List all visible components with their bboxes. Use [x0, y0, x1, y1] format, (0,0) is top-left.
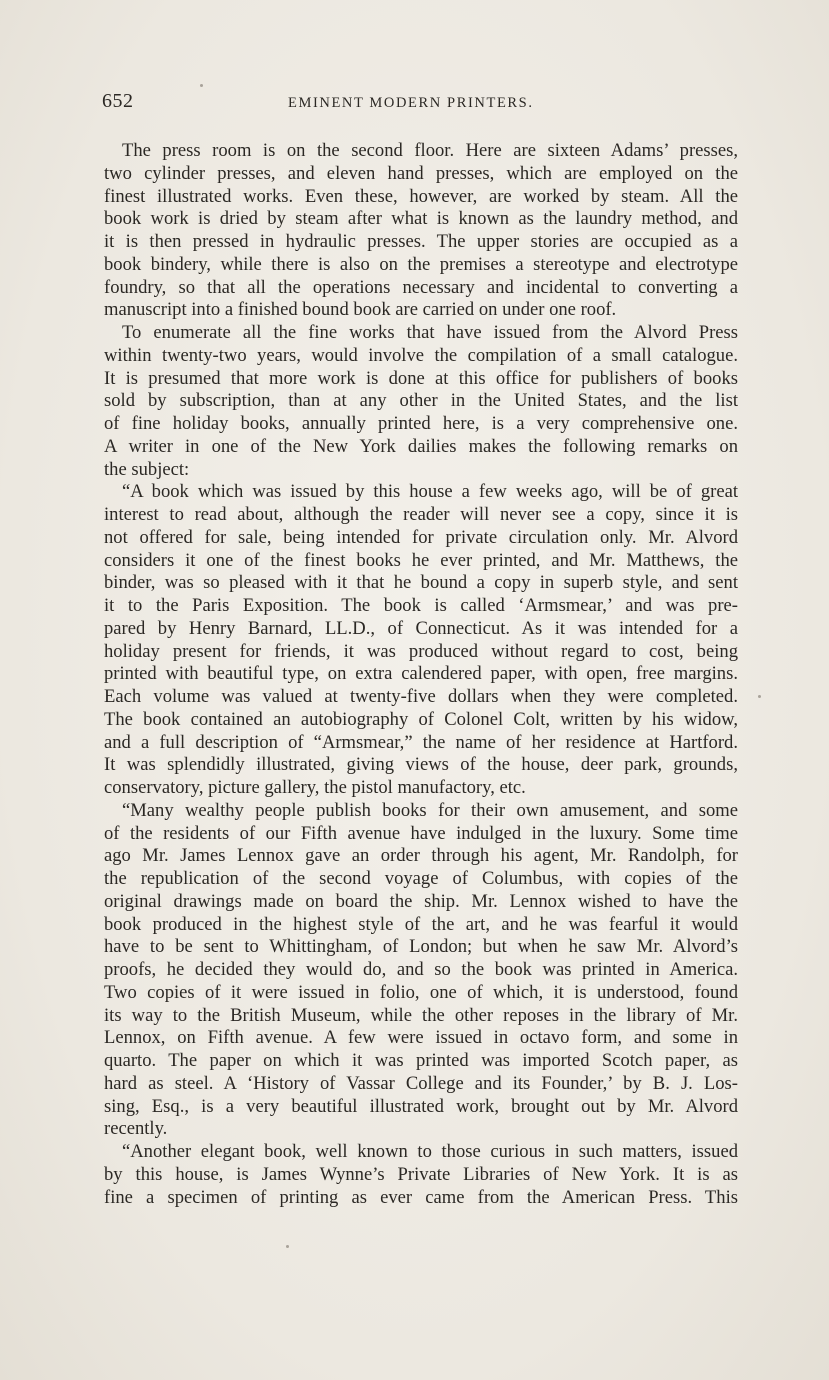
text-line: within twenty-two years, would involve the compilation of a small catalogue.	[104, 344, 738, 366]
text-line: Each volume was valued at twenty-five dollars when they were completed.	[104, 686, 738, 707]
text-line: hard as steel. A ‘History of Vassar College and its Founder,’ by B. J. Los-	[104, 1072, 738, 1094]
text-line: Two copies of it were issued in folio, one of which, it is understood, found	[104, 981, 738, 1003]
text-line: it is then pressed in hydraulic presses. The upper stories are occupied as a	[104, 231, 738, 252]
page-number: 652	[102, 90, 134, 112]
text-line: it to the Paris Exposition. The book is called ‘Armsmear,’ and was pre-	[104, 595, 738, 616]
text-line: sold by subscription, than at any other in the United States, and the list	[104, 390, 738, 412]
text-line: The press room is on the second floor. Here are sixteen Adams’ presses,	[122, 140, 738, 161]
text-line: “Another elegant book, well known to those curious in such matters, issued	[122, 1141, 738, 1162]
text-line: book produced in the highest style of the art, and he was fearful it would	[104, 913, 738, 935]
text-line: manuscript into a finished bound book are carried on under one roof.	[104, 299, 617, 321]
text-line: recently.	[104, 1118, 168, 1140]
running-head: EMINENT MODERN PRINTERS.	[288, 95, 534, 111]
text-line: the subject:	[104, 458, 190, 480]
text-line: binder, was so pleased with it that he bound a copy in superb style, and sent	[104, 572, 738, 594]
text-line: “Many wealthy people publish books for their own amusement, and some	[122, 799, 738, 821]
text-line: printed with beautiful type, on extra calendered paper, with open, free margins.	[104, 663, 738, 685]
text-line: To enumerate all the fine works that have issued from the Alvord Press	[122, 322, 738, 343]
text-line: two cylinder presses, and eleven hand presses, which are employed on the	[104, 162, 738, 184]
text-line: It is presumed that more work is done at this office for publishers of books	[104, 367, 738, 389]
body-text	[104, 140, 738, 1209]
text-line: quarto. The paper on which it was printed was imported Scotch paper, as	[104, 1050, 738, 1071]
text-line: finest illustrated works. Even these, however, are worked by steam. All the	[104, 185, 738, 207]
text-line: “A book which was issued by this house a few weeks ago, will be of great	[122, 481, 738, 503]
text-line: The book contained an autobiography of Colonel Colt, written by his widow,	[104, 708, 738, 730]
text-line: have to be sent to Whittingham, of London; but when he saw Mr. Alvord’s	[104, 936, 738, 958]
text-line: pared by Henry Barnard, LL.D., of Connecticut. As it was intended for a	[104, 617, 738, 639]
text-line: book bindery, while there is also on the premises a stereotype and electrotype	[104, 253, 738, 275]
text-line: of fine holiday books, annually printed here, is a very comprehensive one.	[104, 413, 738, 434]
text-line: ago Mr. James Lennox gave an order through his agent, Mr. Randolph, for	[104, 845, 738, 867]
text-line: not offered for sale, being intended for private circulation only. Mr. Alvord	[104, 526, 738, 548]
page-header	[102, 90, 739, 114]
text-line: interest to read about, although the reader will never see a copy, since it is	[104, 504, 738, 525]
text-line: original drawings made on board the ship. Mr. Lennox wished to have the	[104, 890, 738, 912]
text-line: fine a specimen of printing as ever came from the American Press. This	[104, 1186, 738, 1208]
ink-speck	[286, 1245, 289, 1248]
text-line: foundry, so that all the operations necessary and incidental to converting a	[104, 276, 738, 298]
text-line: conservatory, picture gallery, the pistol manufactory, etc.	[104, 777, 526, 798]
ink-speck	[758, 695, 761, 698]
text-line: and a full description of “Armsmear,” the name of her residence at Hartford.	[104, 731, 738, 753]
text-line: the republication of the second voyage of Columbus, with copies of the	[104, 868, 738, 889]
text-line: Lennox, on Fifth avenue. A few were issued in octavo form, and some in	[104, 1027, 738, 1049]
text-line: sing, Esq., is a very beautiful illustrated work, brought out by Mr. Alvord	[104, 1095, 738, 1117]
text-line: of the residents of our Fifth avenue have indulged in the luxury. Some time	[104, 822, 738, 844]
text-line: holiday present for friends, it was produced without regard to cost, being	[104, 640, 738, 662]
text-line: book work is dried by steam after what is known as the laundry method, and	[104, 208, 738, 230]
text-line: considers it one of the finest books he ever printed, and Mr. Matthews, the	[104, 549, 738, 571]
text-line: by this house, is James Wynne’s Private Libraries of New York. It is as	[104, 1163, 738, 1185]
text-line: its way to the British Museum, while the other reposes in the library of Mr.	[104, 1004, 738, 1026]
text-line: A writer in one of the New York dailies makes the following remarks on	[104, 435, 738, 457]
text-line: proofs, he decided they would do, and so the book was printed in America.	[104, 959, 738, 980]
ink-speck	[200, 84, 203, 87]
text-line: It was splendidly illustrated, giving views of the house, deer park, grounds,	[104, 754, 738, 776]
